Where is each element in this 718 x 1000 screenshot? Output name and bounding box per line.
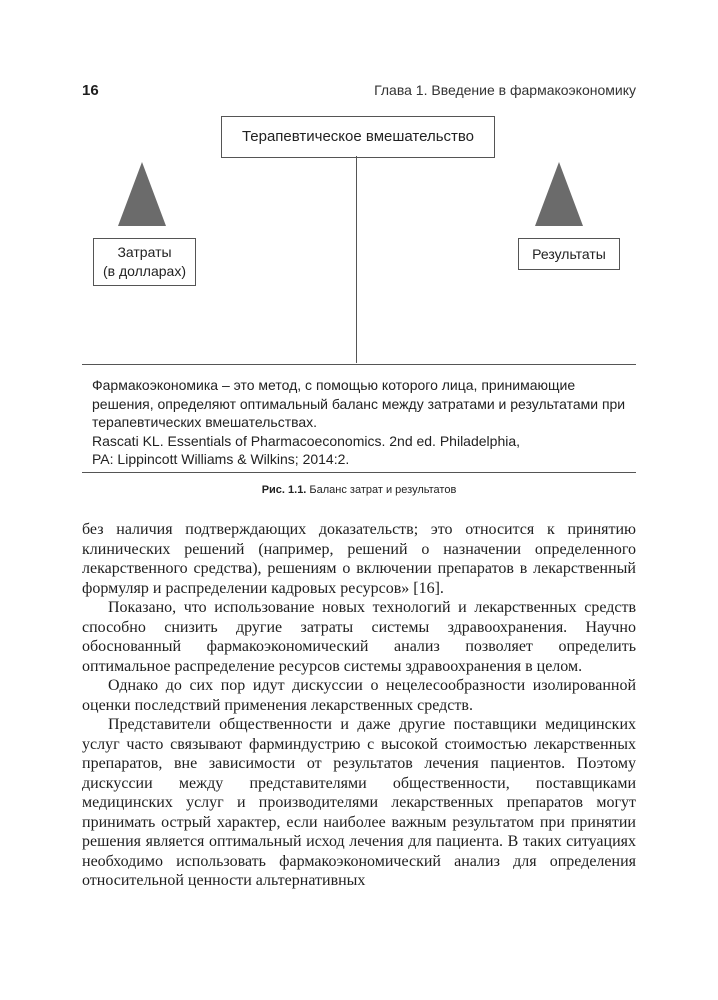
source-line-2: PA: Lippincott Williams & Wilkins; 2014:2.	[92, 451, 350, 467]
caption-text: Баланс затрат и результатов	[306, 484, 457, 496]
paragraph: Однако до сих пор идут дискуссии о нецелесообразности изолированной оценки последствий применения лекарственных средств.	[82, 677, 636, 714]
divider-top	[82, 364, 636, 365]
left-triangle-icon	[118, 162, 166, 226]
therapeutic-intervention-box: Терапевтическое вмешательство	[221, 116, 495, 158]
source-line-1: Rascati KL. Essentials of Pharmacoeconomics. 2nd ed. Philadelphia,	[92, 432, 521, 449]
definition-block	[92, 376, 632, 469]
page-header	[82, 82, 636, 102]
paragraph-continuation: без наличия подтверждающих доказательств; это относится к принятию клинических решений (например, решений о назначении определенного лекарственного средства), решениям о включении препаратов в лекарственный формуляр и распределении кадровых ресурсов» [16].	[82, 521, 636, 597]
right-triangle-icon	[535, 162, 583, 226]
definition-text: Фармакоэкономика – это метод, с помощью которого лица, принимающие решения, определяют оптимальный баланс между затратами и результатами при терапевтических вмешательствах.	[92, 377, 626, 430]
figure-caption	[82, 484, 636, 496]
costs-unit-label: (в долларах)	[103, 263, 186, 279]
costs-box	[93, 238, 196, 286]
body-text	[82, 520, 636, 891]
paragraph: Показано, что использование новых технологий и лекарственных средств способно снизить другие затраты системы здравоохранения. Научно обоснованный фармакоэкономический анализ позволяет определить оптимальное распределение ресурсов системы здравоохранения в целом.	[82, 599, 636, 675]
results-box: Результаты	[518, 238, 620, 270]
divider-bottom	[82, 472, 636, 473]
caption-label: Рис. 1.1.	[261, 484, 307, 496]
balance-pole	[356, 156, 357, 363]
costs-label: Затраты	[117, 244, 172, 260]
paragraph: Представители общественности и даже другие поставщики медицинских услуг часто связывают фарминдустрию с высокой стоимостью лекарственных препаратов, вне зависимости от результатов лечения пациентов. Поэтому дискуссии между представителями общественности, поставщиками медицинских услуг и производителями лекарственных препаратов могут принимать острый характер, если наиболее важным результатом при принятии решения является оптимальный исход лечения для пациента. В таких ситуациях необходимо использовать фармакоэкономический анализ для определения относительной ценности альтернативных	[82, 716, 636, 889]
page-number: 16	[82, 82, 99, 99]
chapter-title: Глава 1. Введение в фармакоэкономику	[374, 82, 636, 98]
